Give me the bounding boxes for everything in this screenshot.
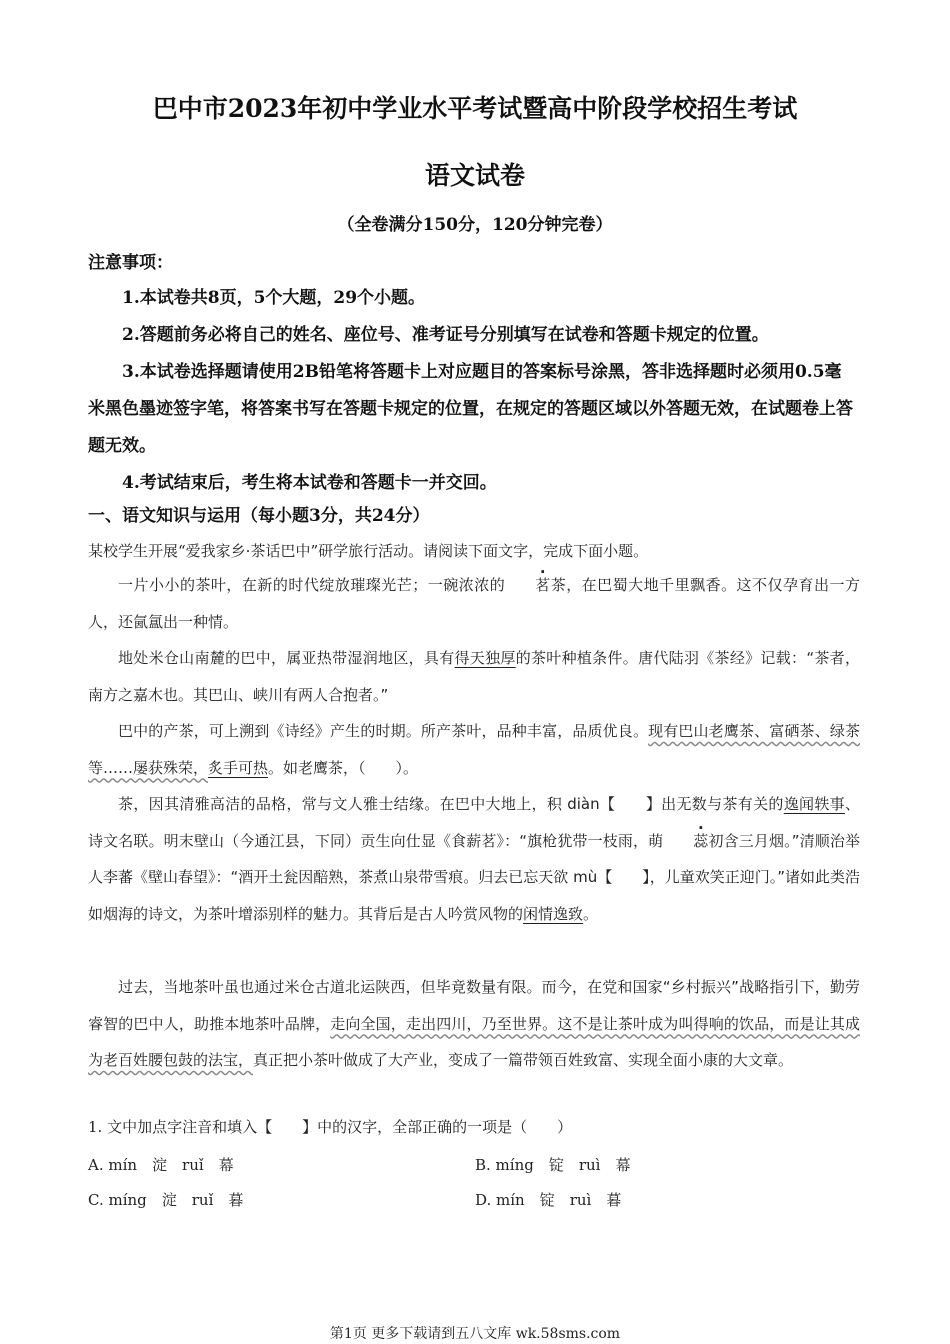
underlined-idiom: 逸闻轶事: [783, 795, 845, 813]
note-item-2: 2.答题前务必将自己的姓名、座位号、准考证号分别填写在试卷和答题卡规定的位置。: [122, 325, 769, 345]
underlined-idiom: 炙手可热: [208, 758, 269, 777]
wavy-underlined-sentence: 走向全国，走出四川，乃至世界。这不是让茶叶成为叫得响的饮品，而是让其成为老百姓腰包鼓的法宝，: [88, 1014, 860, 1070]
wavy-underlined-sentence: 现有巴山老鹰茶、富硒茶、绿茶等……屡获殊荣，: [88, 722, 860, 777]
exam-duration-note: （全卷满分150分，120分钟完卷）: [337, 215, 613, 235]
dotted-char: 蕊: [693, 831, 709, 850]
exam-subject-title: 语文试卷: [424, 161, 525, 190]
underlined-idiom: 闲情逸致: [523, 904, 584, 923]
passage-paragraph-1: 一片小小的茶叶，在新的时代绽放璀璨光芒；一碗浓浓的 茗茶，在巴蜀大地千里飘香。这不仅孕育出一方人，还氤氲出一种情。: [88, 567, 860, 640]
passage-paragraph-3: 巴中的产茶，可上溯到《诗经》产生的时期。所产茶叶，品种丰富，品质优良。现有巴山老鹰茶、富硒茶、绿茶等……屡获殊荣，炙手可热。如老鹰茶，（ ）。: [88, 722, 860, 777]
passage-paragraph-2: 地处米仓山南麓的巴中，属亚热带湿润地区，具有得天独厚的茶叶种植条件。唐代陆羽《茶经》记载：“茶者，南方之嘉木也。其巴山、峡川有两人合抱者。”: [88, 649, 860, 704]
underlined-idiom: 得天独厚: [454, 649, 516, 667]
section-heading: 一、语文知识与运用（每小题3分，共24分）: [88, 506, 430, 526]
note-item-3: 3.本试卷选择题请使用2B铅笔将答题卡上对应题目的答案标号涂黑，答非选择题时必须用0.5毫米黑色墨迹签字笔，将答案书写在答题卡规定的位置，在规定的答题区域以外答题无效，在试题卷上答题无效。: [88, 362, 853, 456]
passage-paragraph-4: 茶，因其清雅高洁的品格，常与文人雅士结缘。在巴中大地上，积 diàn【 】出无数与茶有关的逸闻轶事、诗文名联。明末壁山（今通江县，下同）贡生向仕显《食薪茗》：“旗枪犹带一枝雨，萌 蕊初含三月烟。”清顺治举人李蕃《壁山春望》：“酒开土瓮因醅熟，茶煮山泉带雪痕。归去已忘天欲 mù【 】，儿童欢笑正迎门。”诸如此类浩如烟海的诗文，为茶叶增添别样的魅力。其背后是古人吟赏风物的闲情逸致。: [88, 795, 860, 923]
option-d: D. mín 锭 ruì 暮: [475, 1191, 622, 1209]
notes-heading: 注意事项：: [88, 253, 173, 273]
note-item-4: 4.考试结束后，考生将本试卷和答题卡一并交回。: [122, 473, 497, 493]
exam-title: 巴中市2023年初中学业水平考试暨高中阶段学校招生考试: [152, 94, 798, 123]
page-footer: 第1页 更多下载请到五八文库 wk.58sms.com: [329, 1326, 621, 1342]
dotted-char: 茗: [535, 576, 551, 594]
option-b: B. míng 锭 ruì 幕: [475, 1156, 631, 1174]
option-a: A. mín 淀 ruǐ 幕: [88, 1156, 234, 1174]
note-item-1: 1.本试卷共8页，5个大题，29个小题。: [122, 288, 426, 308]
section-intro: 某校学生开展“爱我家乡·茶话巴中”研学旅行活动。请阅读下面文字，完成下面小题。: [88, 542, 649, 560]
option-c: C. míng 淀 ruǐ 暮: [88, 1191, 244, 1209]
passage-paragraph-5: 过去，当地茶叶虽也通过米仓古道北运陕西，但毕竟数量有限。而今，在党和国家“乡村振兴”战略指引下，勤劳睿智的巴中人，助推本地茶叶品牌，走向全国，走出四川，乃至世界。这不是让茶叶成为叫得响的饮品，而是让其成为老百姓腰包鼓的法宝，真正把小茶叶做成了大产业，变成了一篇带领百姓致富、实现全面小康的大文章。: [88, 978, 860, 1070]
question-1-stem: 1. 文中加点字注音和填入【 】中的汉字，全部正确的一项是（ ）: [88, 1118, 573, 1136]
